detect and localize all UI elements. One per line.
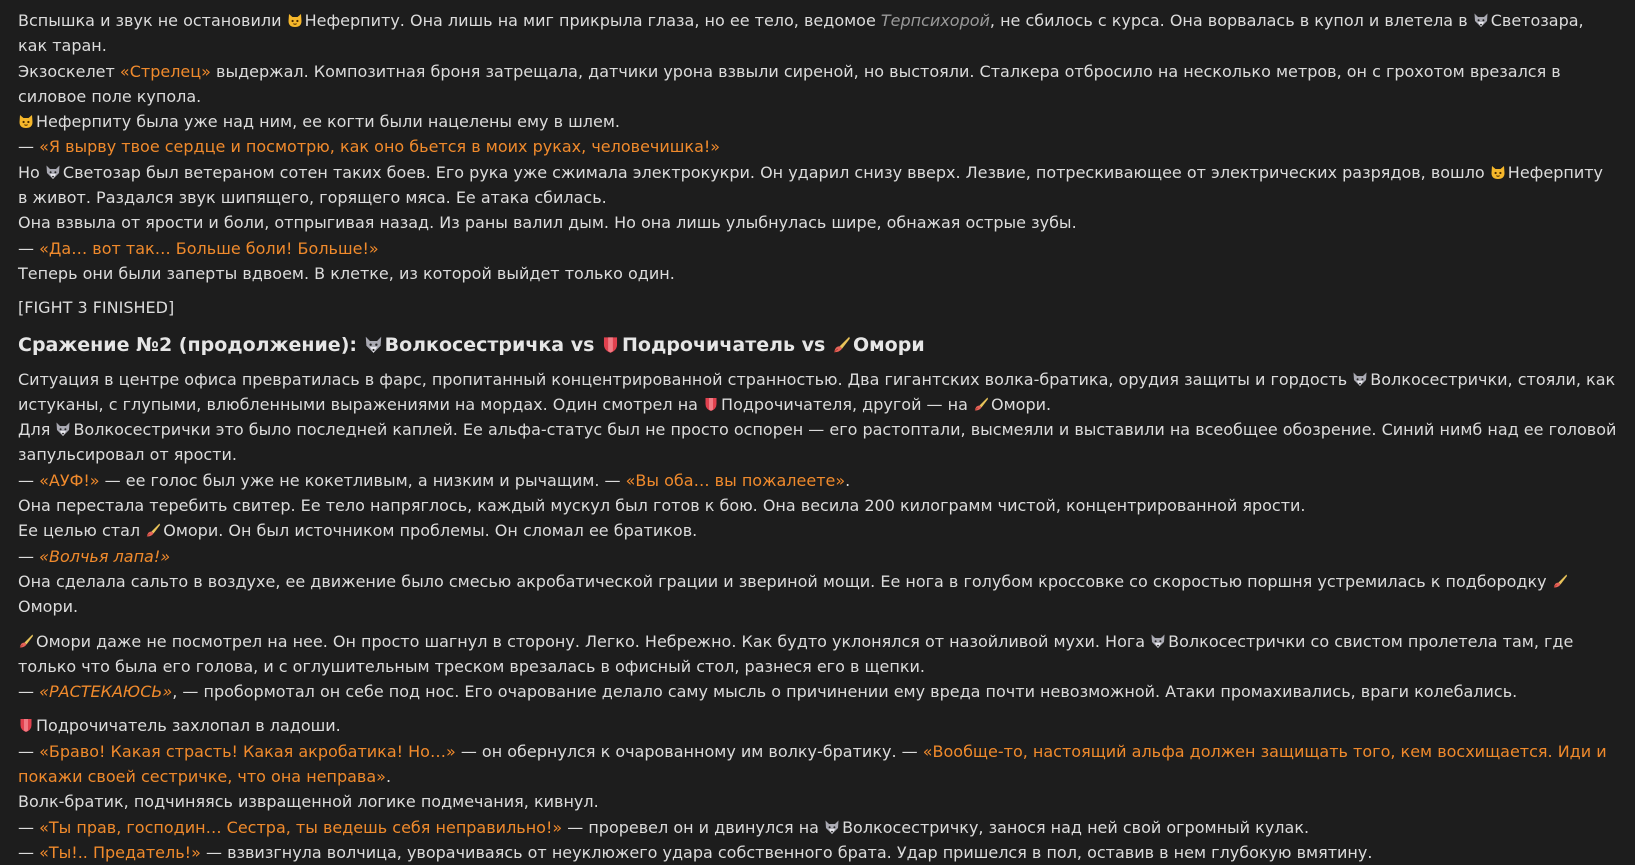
paragraph: Но Светозар был ветераном сотен таких боев. Его рука уже сжимала электрокукри. Он ударил снизу вверх. Лезвие, потрескивающее от электрических разрядов, вошло Неферпиту в живот. Раздался звук шипящего, горящего мяса. Ее атака сбилась. [18,162,1603,208]
red-shield-icon [703,396,719,412]
paragraph: Омори даже не посмотрел на нее. Он просто шагнул в сторону. Легко. Небрежно. Как будто уклонялся от назойливой мухи. Нога Волкосестрички со свистом пролетела там, где только что была его голова, и с оглушительным треском врезалась в офисный стол, разнеся его в щепки. [18,631,1574,676]
dialogue-line: — «Да… вот так… Больше боли! Больше!» [18,238,379,258]
paintbrush-icon [1552,573,1568,589]
quote: «Вы оба… вы пожалеете» [625,470,846,490]
wolf-face-icon [45,164,61,180]
dialogue-line: — «Браво! Какая страсть! Какая акробатика! Но…» — он обернулся к очарованному им волку-братику. — «Вообще-то, настоящий альфа должен защищать того, кем восхищается. Иди и покажи своей сестричке, что она неправа». [18,741,1607,787]
cat-face-icon [18,113,34,129]
paragraph: Для Волкосестрички это было последней каплей. Ее альфа-статус был не просто оспорен — его растоптали, высмеяли и выставили на всеобщее обозрение. Синий нимб над ее головой запульсировал от ярости. [18,420,1617,465]
paintbrush-icon [832,335,851,354]
red-shield-icon [18,717,34,733]
paragraph: Она перестала теребить свитер. Ее тело напряглось, каждый мускул был готов к бою. Она весила 200 килограмм чистой, концентрированной ярости. [18,496,1306,516]
paintbrush-icon [18,633,34,649]
red-shield-icon [601,335,620,354]
paintbrush-icon [145,522,161,538]
paragraph: Она сделала сальто в воздухе, ее движение было смесью акробатической грации и звериной мощи. Ее нога в голубом кроссовке со скоростью поршня устремилась к подбородку Омори. [18,569,1617,620]
paragraph: Вспышка и звук не остановили Неферпиту. Она лишь на миг прикрыла глаза, но ее тело, ведомое Терпсихорой, не сбилось с курса. Она ворвалась в купол и влетела в Светозара, как таран. [18,11,1584,56]
muse-name: Терпсихорой [880,11,990,30]
dialogue-line: — «Я вырву твое сердце и посмотрю, как оно бьется в моих руках, человечишка!» [18,137,721,157]
wolf-face-icon [1473,12,1489,28]
quote: «Браво! Какая страсть! Какая акробатика! Но…» [39,741,456,761]
dialogue-line: — «АУФ!» — ее голос был уже не кокетливым, а низким и рычащим. — «Вы оба… вы пожалеете». [18,470,851,490]
paintbrush-icon [973,396,989,412]
quote: «Да… вот так… Больше боли! Больше!» [39,238,379,258]
paragraph: Подрочичатель захлопал в ладоши. [18,713,1617,738]
quote: «Ты прав, господин… Сестра, ты ведешь себя неправильно!» [39,817,563,837]
paragraph: Ситуация в центре офиса превратилась в фарс, пропитанный концентрированной странностью. Два гигантских волка-братика, орудия защиты и гордость Волкосестрички, стояли, как истуканы, с глупыми, влюбленными выражениями на мордах. Один смотрел на Подрочичателя, другой — на Омори. [18,369,1616,414]
quote: «Волчья лапа!» [39,546,171,566]
wolf-face-icon [1352,371,1368,387]
wolf-face-icon [1150,633,1166,649]
wolf-face-icon [55,421,71,437]
quote: «Стрелец» [119,61,211,81]
quote: «Вообще-то, настоящий альфа должен защищать того, кем восхищается. Иди и покажи своей сестричке, что она неправа» [18,741,1607,787]
cat-face-icon [1490,164,1506,180]
paragraph: Неферпиту была уже над ним, ее когти были нацелены ему в шлем. [18,109,1617,134]
dialogue-line: — «Волчья лапа!» [18,546,171,566]
cat-face-icon [287,12,303,28]
quote: «РАСТЕКАЮСЬ» [39,682,173,702]
quote: «Ты!.. Предатель!» [39,842,201,862]
dialogue-line: — «Ты прав, господин… Сестра, ты ведешь себя неправильно!» — проревел он и двинулся на Волкосестричку, занося над ней свой огромный кулак. [18,817,1310,837]
section-heading: Сражение №2 (продолжение): Волкосестричка vs Подрочичатель vs Омори [18,333,925,356]
paragraph: Экзоскелет «Стрелец» выдержал. Композитная броня затрещала, датчики урона взвыли сиреной, но выстояли. Сталкера отбросило на несколько метров, он с грохотом врезался в силовое поле купола. [18,61,1561,106]
wolf-face-icon [824,819,840,835]
paragraph: Она взвыла от ярости и боли, отпрыгивая назад. Из раны валил дым. Но она лишь улыбнулась шире, обнажая острые зубы. [18,213,1077,233]
quote: «АУФ!» [39,470,100,490]
wolf-face-icon [364,335,383,354]
fight-status: [FIGHT 3 FINISHED] [18,298,175,318]
paragraph: Ее целью стал Омори. Он был источником проблемы. Он сломал ее братиков. [18,521,698,541]
dialogue-line: — «Ты!.. Предатель!» — взвизгнула волчица, уворачиваясь от неуклюжего удара собственного брата. Удар пришелся в пол, оставив в нем глубокую вмятину. [18,842,1373,862]
dialogue-line: — «РАСТЕКАЮСЬ», — пробормотал он себе под нос. Его очарование делало саму мысль о причинении ему вреда почти невозможной. Атаки промахивались, враги колебались. [18,682,1518,702]
quote: «Я вырву твое сердце и посмотрю, как оно бьется в моих руках, человечишка!» [39,137,721,157]
paragraph: Теперь они были заперты вдвоем. В клетке, из которой выйдет только один. [18,263,675,283]
paragraph: Волк-братик, подчиняясь извращенной логике подмечания, кивнул. [18,792,599,812]
